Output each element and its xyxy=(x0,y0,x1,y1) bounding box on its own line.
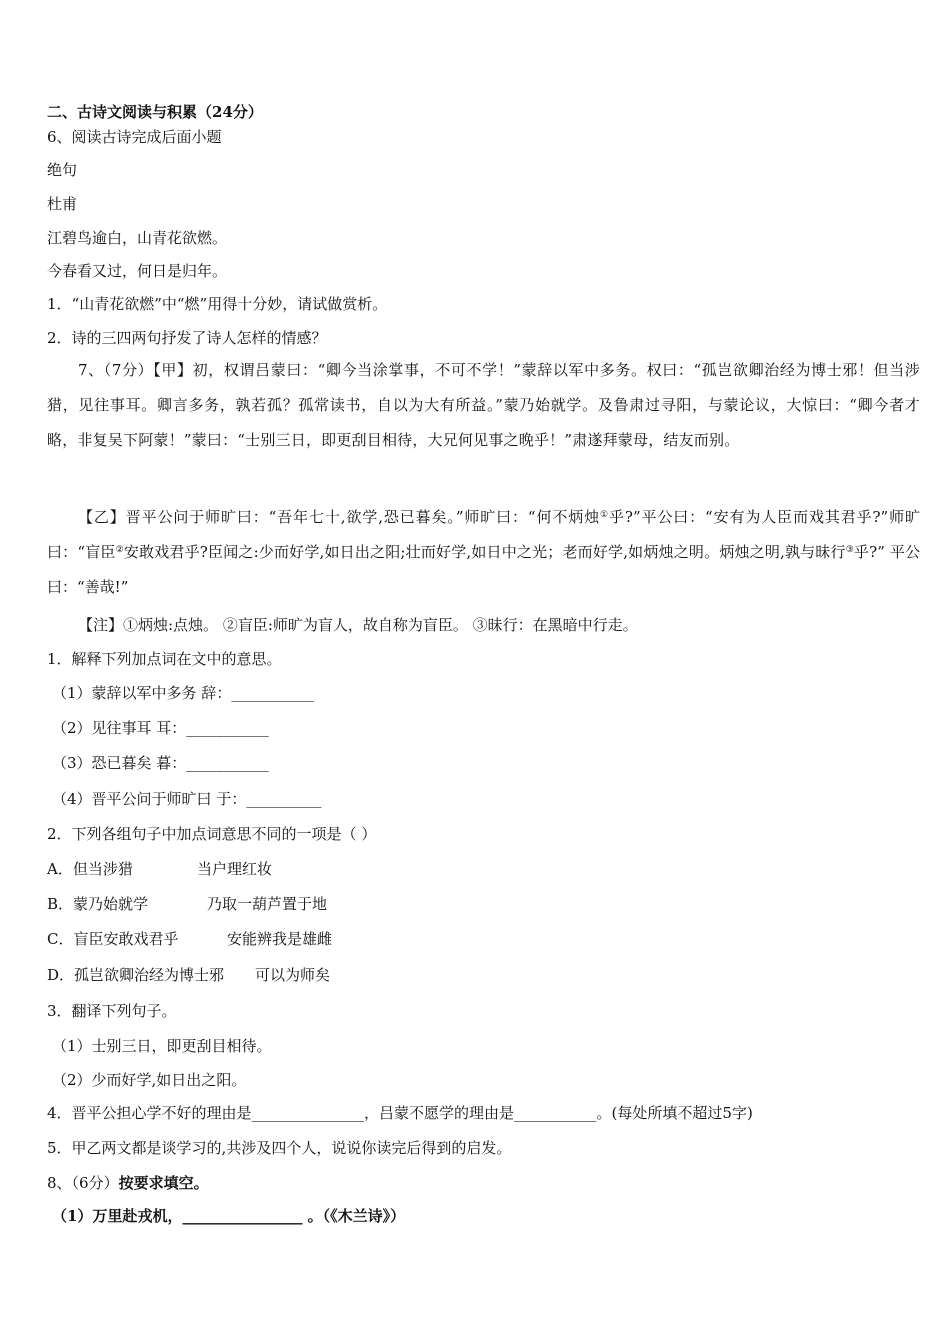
option-d xyxy=(47,965,920,985)
option-c-left: C．盲臣安敢戏君乎 xyxy=(47,930,179,948)
yi-text-4: 乎?” 平公曰：“善哉!” xyxy=(47,543,921,596)
option-a-right: 当户理红妆 xyxy=(197,860,273,878)
section-title: 二、古诗文阅读与积累（24分） xyxy=(47,103,263,121)
q8-item-1: （1）万里赴戎机，________________ 。（《木兰诗》） xyxy=(52,1207,406,1225)
option-b-left: B．蒙乃始就学 xyxy=(47,895,149,913)
yi-text-3: 安敢戏君乎?臣闻之:少而好学,如日出之阳;壮而好学,如日中之光；老而好学,如炳烛之明。炳烛之明,孰与昧行 xyxy=(123,543,846,561)
footnote-mark-2: ② xyxy=(115,545,124,555)
option-b xyxy=(47,894,920,914)
q7-sub2-title: 2．下列各组句子中加点词意思不同的一项是（ ） xyxy=(47,825,377,843)
yi-text-2: 乎?”平公曰：“安有为人臣而戏其君乎?”师旷曰：“盲臣 xyxy=(47,508,920,561)
q7-sub3-item-2: （2）少而好学,如日出之阳。 xyxy=(52,1071,247,1089)
q8-number: 8、（6分） xyxy=(47,1174,119,1192)
q6-sub1: 1．“山青花欲燃”中“燃”用得十分妙，请试做赏析。 xyxy=(47,295,388,313)
q7-sub3-item-1: （1）士别三日，即更刮目相待。 xyxy=(52,1037,272,1055)
option-c xyxy=(47,929,920,949)
option-a-left: A．但当涉猎 xyxy=(47,860,133,878)
q7-note: 【注】①炳烛:点烛。 ②盲臣:师旷为盲人，故自称为盲臣。 ③昧行：在黑暗中行走。 xyxy=(78,616,638,634)
q7-sub5: 5．甲乙两文都是谈学习的,共涉及四个人，说说你读完后得到的启发。 xyxy=(47,1139,512,1157)
option-b-right: 乃取一葫芦置于地 xyxy=(207,895,328,913)
q7-jia-passage: 7、（7分）【甲】初，权谓吕蒙曰：“卿今当涂掌事，不可不学！”蒙辞以军中多务。权曰：“孤岂欲卿治经为博士邪！但当涉猎，见往事耳。卿言多务，孰若孤？孤常读书，自以为大有所益。”蒙乃始就学。及鲁肃过寻阳，与蒙论议，大惊曰：“卿今者才略，非复吴下阿蒙！”蒙曰：“士别三日，即更刮目相待，大兄何见事之晚乎！”肃遂拜蒙母，结友而别。 xyxy=(47,361,920,449)
q7-yi-passage xyxy=(47,500,920,605)
q7-sub3-title: 3．翻译下列句子。 xyxy=(47,1002,177,1020)
footnote-mark-3: ③ xyxy=(845,545,854,555)
option-d-left: D．孤岂欲卿治经为博士邪 xyxy=(47,966,225,984)
q6-header: 6、阅读古诗完成后面小题 xyxy=(47,128,222,146)
option-d-right: 可以为师矣 xyxy=(255,966,331,984)
footnote-mark-1: ① xyxy=(600,510,610,520)
q7-sub1-item-1: （1）蒙辞以军中多务 辞：___________ xyxy=(52,684,314,702)
option-a xyxy=(47,859,920,879)
poem-line-1: 江碧鸟逾白，山青花欲燃。 xyxy=(47,229,228,247)
q8-instruction: 按要求填空。 xyxy=(118,1174,209,1192)
q7-sub1-item-3: （3）恐已暮矣 暮：___________ xyxy=(52,754,269,772)
poem-line-2: 今春看又过，何日是归年。 xyxy=(47,262,228,280)
option-c-right: 安能辨我是雄雌 xyxy=(227,930,333,948)
yi-text-1: 【乙】晋平公问于师旷曰：“吾年七十,欲学,恐已暮矣。”师旷曰：“何不炳烛 xyxy=(78,508,601,526)
poem-author: 杜甫 xyxy=(47,195,78,213)
poem-title: 绝句 xyxy=(47,161,78,179)
q8-header xyxy=(47,1173,920,1193)
q6-sub2: 2．诗的三四两句抒发了诗人怎样的情感？ xyxy=(47,329,327,347)
q7-sub1-title: 1．解释下列加点词在文中的意思。 xyxy=(47,650,282,668)
q7-sub1-item-2: （2）见往事耳 耳：___________ xyxy=(52,719,269,737)
q7-sub1-item-4: （4）晋平公问于师旷曰 于：__________ xyxy=(52,790,322,808)
q7-sub4: 4．晋平公担心学不好的理由是_______________，吕蒙不愿学的理由是___________。(每处所填不超过5字) xyxy=(47,1104,753,1122)
